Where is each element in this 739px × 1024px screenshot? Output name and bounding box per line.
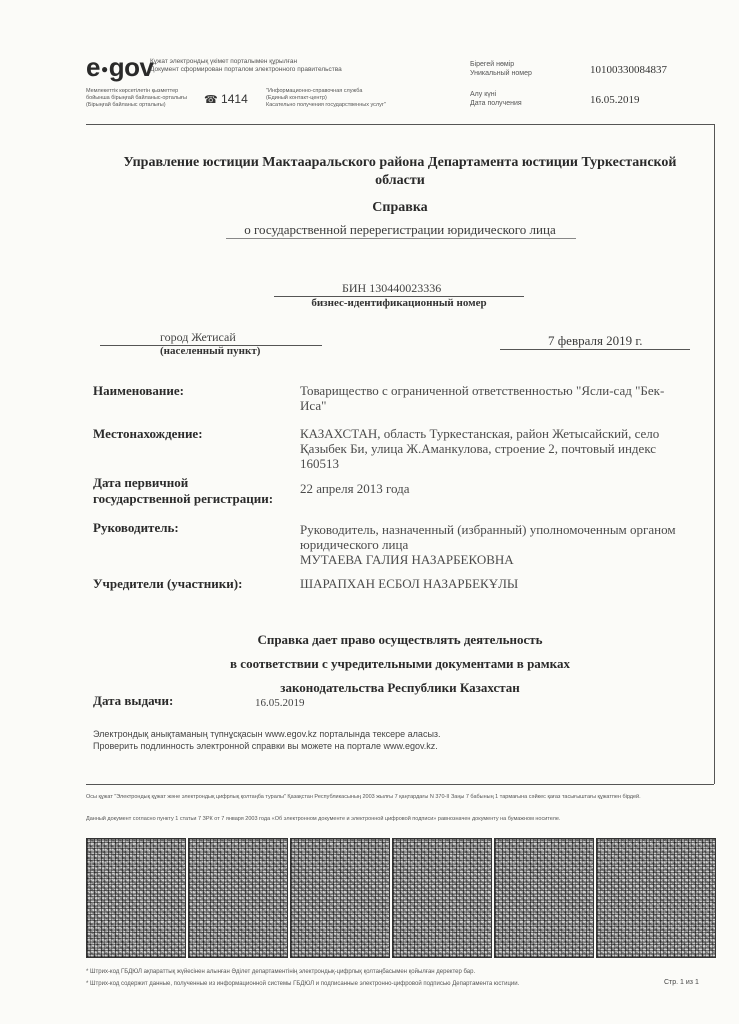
name-value [300, 383, 700, 413]
left-note-line: (Бірыңғай байланыс орталығы) [86, 102, 166, 108]
issuing-authority [86, 154, 714, 190]
data-barcode-6 [596, 838, 716, 958]
data-barcode-4 [392, 838, 492, 958]
city-caption: (населенный пункт) [160, 345, 261, 357]
data-barcode-5 [494, 838, 594, 958]
receive-date-label [470, 90, 570, 108]
subtitle-underline [226, 238, 576, 239]
city-value: город Жетисай [160, 330, 236, 344]
head-value-line: МУТАЕВА ГАЛИЯ НАЗАРБЕКОВНА [300, 552, 514, 567]
barcode-notice [86, 966, 646, 990]
frame-top-line [86, 124, 714, 125]
founders-label: Учредители (участники): [93, 576, 243, 591]
bin-value: БИН 130440023336 [342, 281, 442, 295]
head-label: Руководитель: [93, 520, 179, 535]
data-barcode-2 [188, 838, 288, 958]
page-number: Стр. 1 из 1 [664, 979, 699, 986]
authority-line: Управление юстиции Мактааральского района Департамента юстиции Туркестанской [123, 155, 677, 170]
date-label-kz: Алу күні [470, 91, 497, 98]
date-underline [500, 349, 690, 350]
verify-notice-ru: Проверить подлинность электронной справки вы можете на портале www.egov.kz. [93, 741, 438, 751]
data-barcode-1 [86, 838, 186, 958]
barcode-notice-kz: * Штрих-код ГБДЮЛ ақпараттық жүйесінен алынған Әділет департаментінің электрондық-цифрлық қолтаңбасымен қойылған деректер бар. [86, 969, 476, 975]
founders-value: ШАРАПХАН ЕСБОЛ НАЗАРБЕКҰЛЫ [300, 576, 519, 591]
logo-e: e [86, 52, 100, 82]
law-notice-kz: Осы құжат "Электрондық құжат және электрондық цифрлық қолтаңба туралы" Қазақстан Республикасының 2003 жылғы 7 қаңтардағы N 370-II Заңы 7 бабының 1 тармағына сәйкес қағаз тасығыштағы құжатпен бірдей. [86, 794, 641, 800]
statement-line: Справка дает право осуществлять деятельность [257, 632, 543, 647]
unique-number-label [470, 60, 570, 78]
name-value-line: Иса" [300, 398, 327, 413]
location-value-line: Қазыбек Би, улица Ж.Аманкулова, строение 2, почтовый индекс [300, 441, 657, 456]
issue-date-value: 16.05.2019 [255, 697, 305, 709]
verify-notice [93, 728, 653, 752]
location-value [300, 426, 710, 471]
location-value-line: КАЗАХСТАН, область Туркестанская, район Жетысайский, село [300, 426, 660, 441]
barcode-notice-ru: * Штрих-код содержит данные, полученные из информационной системы ГБДЮЛ и подписанные электронно-цифровой подписью Департамента юстиции. [86, 981, 520, 987]
document-subtitle: о государственной перерегистрации юридического лица [244, 222, 556, 237]
bin-caption: бизнес-идентификационный номер [311, 297, 487, 309]
logo-gov: gov [108, 52, 154, 82]
location-label: Местонахождение: [93, 426, 203, 441]
verify-notice-kz: Электрондық анықтаманың түпнұсқасын www.egov.kz порталында тексере аласыз. [93, 729, 441, 739]
contact-center-note-left [86, 88, 206, 109]
left-note-line: Мемлекеттік көрсетілетін қызметтер [86, 88, 179, 94]
name-value-line: Товарищество с ограниченной ответственностью "Ясли-сад "Бек- [300, 383, 665, 398]
unique-label-kz: Бірегей нөмір [470, 61, 515, 68]
registration-label-line: Дата первичной [93, 475, 189, 490]
head-value [300, 522, 710, 567]
statement-line: в соответствии с учредительными документами в рамках [230, 656, 570, 671]
law-notice-ru: Данный документ согласно пункту 1 статьи 7 ЗРК от 7 января 2003 года «Об электронном документе и электронной цифровой подписи» равнозначен документу на бумажном носителе. [86, 816, 561, 822]
issue-date-label: Дата выдачи: [93, 693, 174, 708]
authority-line: области [375, 173, 425, 188]
name-label: Наименование: [93, 383, 184, 398]
date-label-ru: Дата получения [470, 100, 522, 107]
center-note-line: Касательно получения государственных услуг" [266, 102, 386, 108]
egov-logo [86, 52, 153, 83]
head-value-line: Руководитель, назначенный (избранный) уполномоченным органом [300, 522, 676, 537]
statement-line: законодательства Республики Казахстан [280, 680, 520, 695]
registration-value: 22 апреля 2013 года [300, 481, 410, 496]
logo-caption-kz: Құжат электрондық үкімет порталымен құрылған [150, 58, 298, 65]
logo-caption-ru: Документ сформирован порталом электронного правительства [150, 66, 342, 73]
location-value-line: 160513 [300, 456, 339, 471]
phone-icon: ☎ [204, 94, 218, 106]
unique-number-value: 10100330084837 [590, 64, 667, 76]
unique-label-ru: Уникальный номер [470, 70, 532, 77]
registration-label [93, 475, 273, 507]
left-note-line: бойынша бірыңғай байланыс-орталығы [86, 95, 187, 101]
center-note-line: (Единый контакт-центр) [266, 95, 327, 101]
contact-center-note-center [266, 88, 466, 109]
head-value-line: юридического лица [300, 537, 409, 552]
data-barcode-3 [290, 838, 390, 958]
rights-statement [86, 628, 714, 700]
logo-dot-icon: ● [100, 62, 108, 77]
document-title: Справка [372, 200, 428, 215]
logo-caption [150, 58, 400, 74]
receive-date-value: 16.05.2019 [590, 94, 640, 106]
document-date: 7 февраля 2019 г. [548, 333, 643, 348]
phone-number [204, 92, 248, 106]
center-note-line: "Информационно-справочная служба [266, 88, 363, 94]
registration-label-line: государственной регистрации: [93, 491, 274, 506]
frame-bottom-line [86, 784, 714, 785]
frame-right-line [714, 124, 715, 784]
phone-value: 1414 [221, 92, 248, 106]
